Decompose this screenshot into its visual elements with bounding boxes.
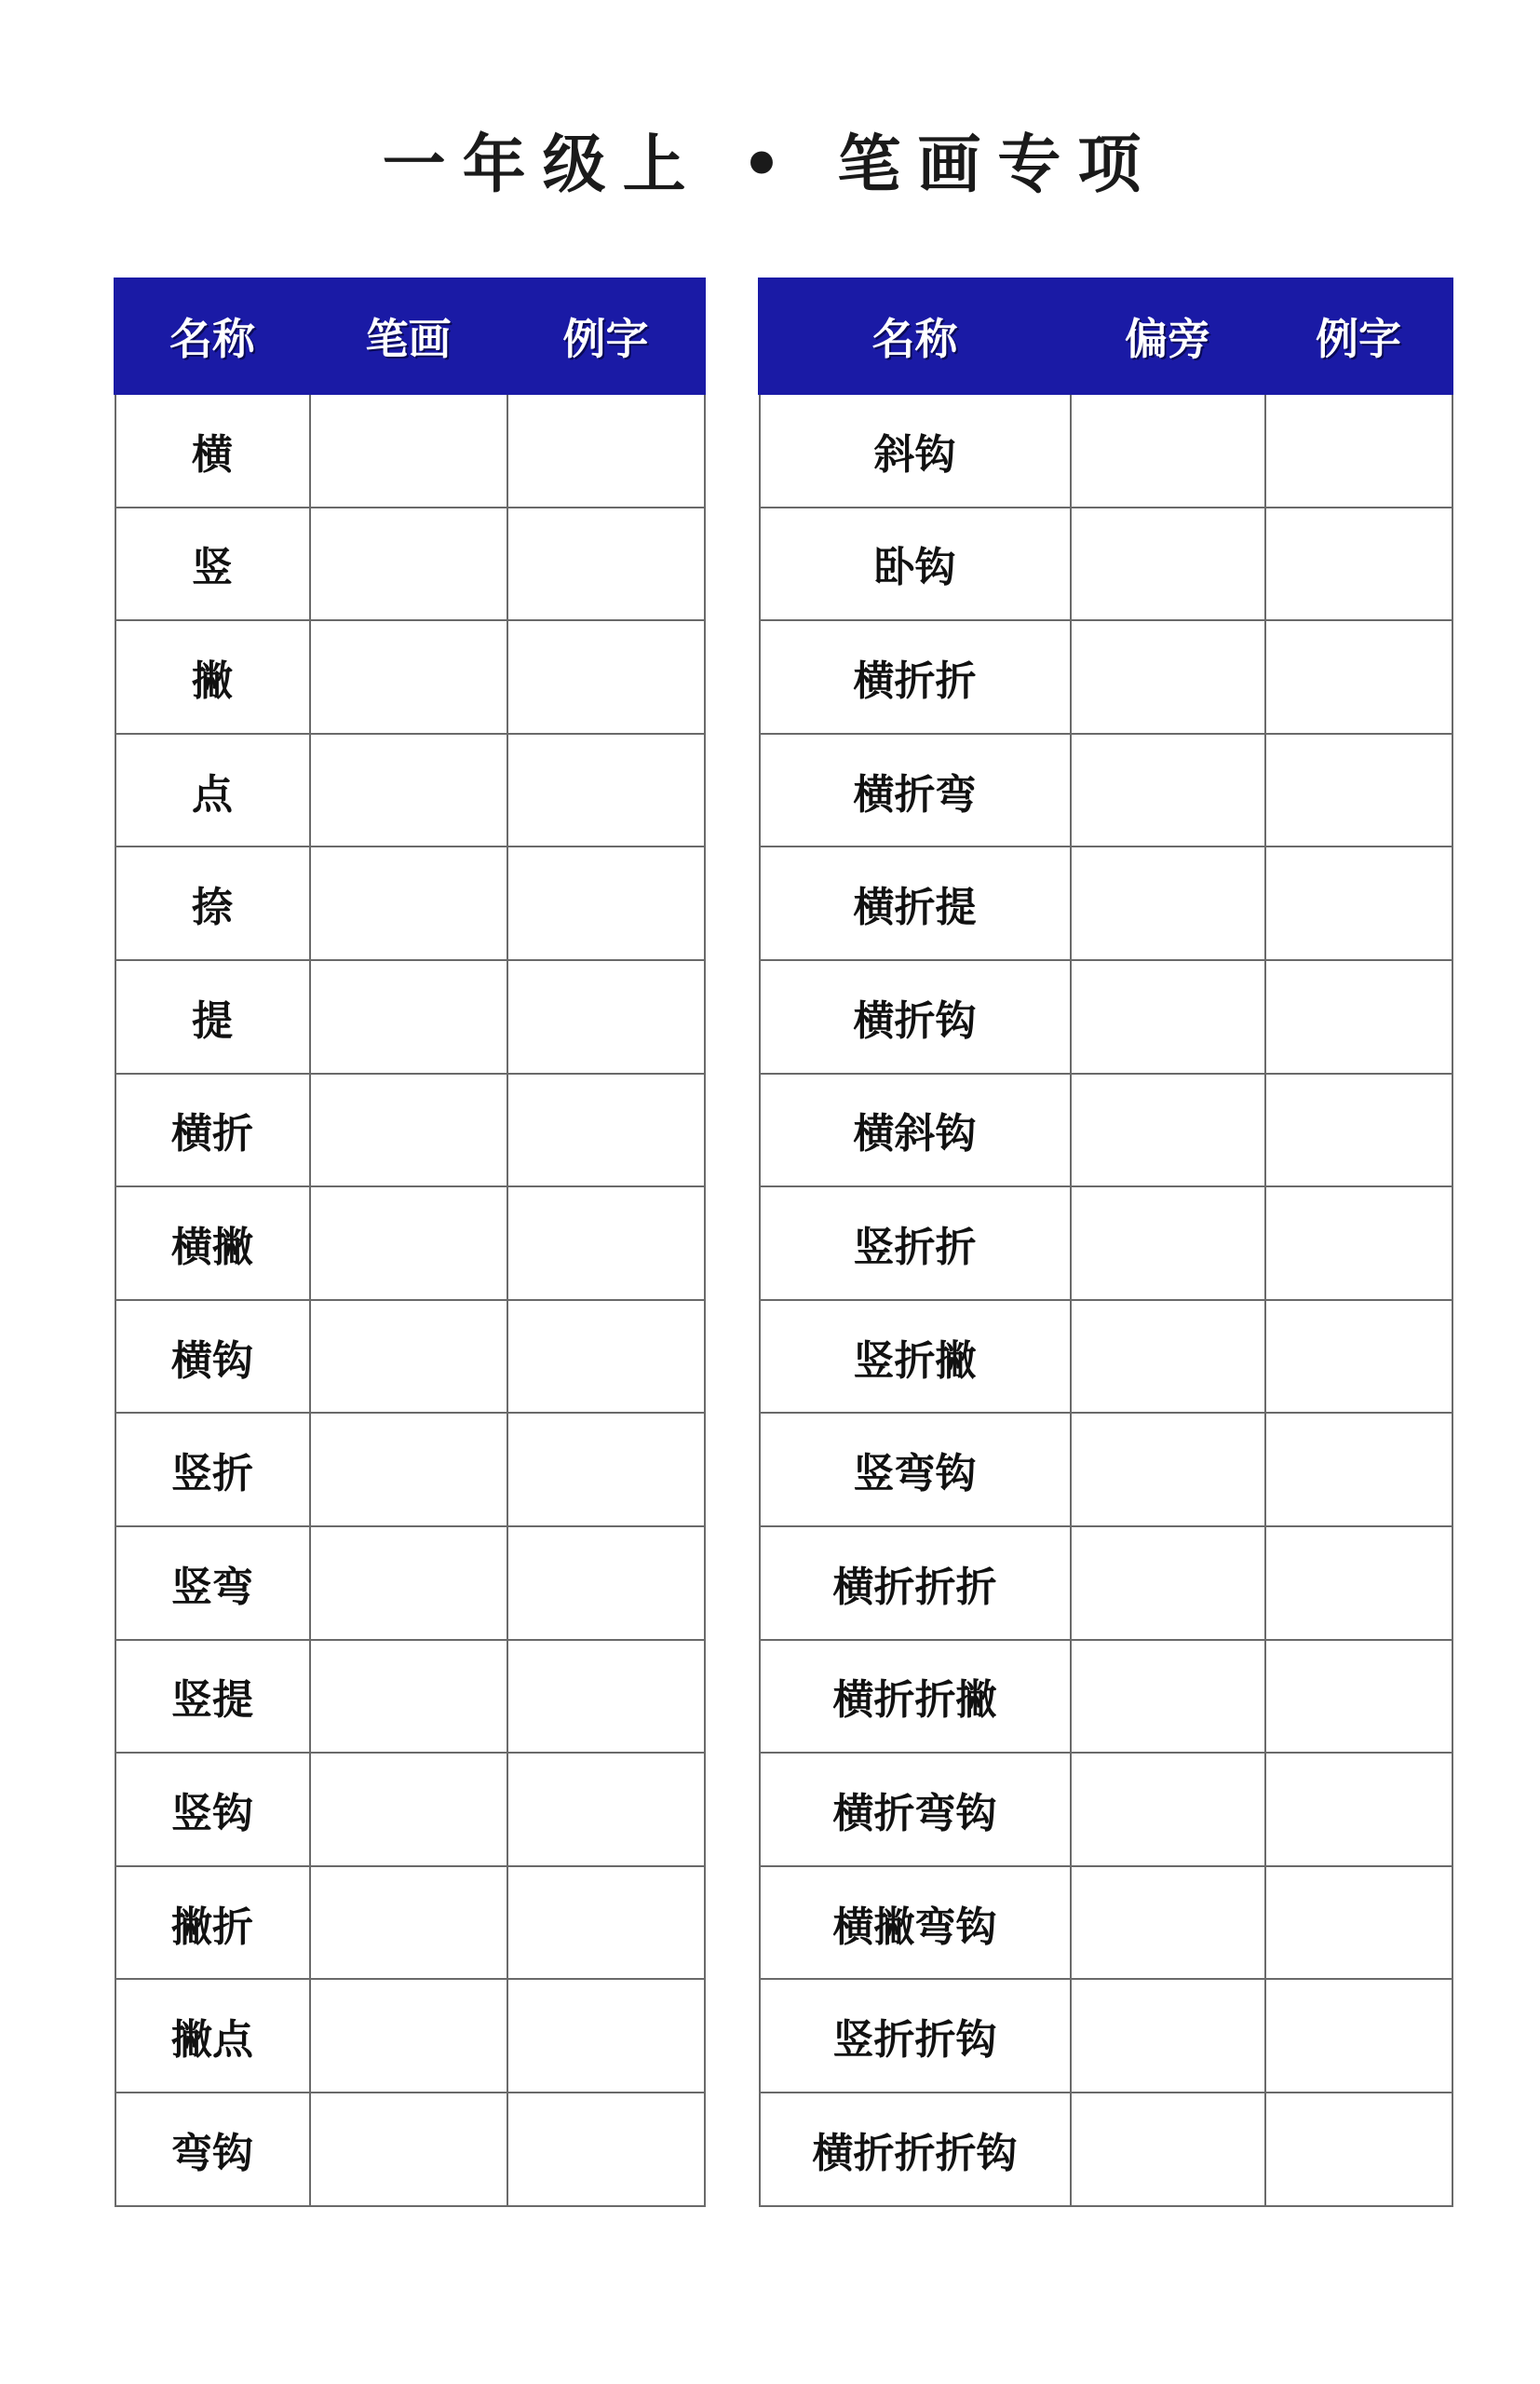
stroke-name-cell: 横 (115, 394, 310, 508)
blank-answer-cell[interactable] (310, 508, 507, 621)
blank-answer-cell[interactable] (310, 1979, 507, 2093)
table-row (760, 734, 1452, 847)
table-row (115, 1300, 705, 1414)
blank-example-cell[interactable] (507, 1979, 705, 2093)
stroke-name-cell: 竖折 (115, 1413, 310, 1526)
table-row (760, 1300, 1452, 1414)
blank-answer-cell[interactable] (310, 1074, 507, 1187)
table-row (115, 2093, 705, 2206)
stroke-name-cell: 提 (115, 960, 310, 1074)
blank-example-cell[interactable] (507, 2093, 705, 2206)
table-row (760, 1866, 1452, 1980)
blank-example-cell[interactable] (507, 960, 705, 1074)
stroke-name-cell: 竖折折 (760, 1186, 1071, 1300)
blank-answer-cell[interactable] (1071, 620, 1265, 734)
stroke-name-cell: 横斜钩 (760, 1074, 1071, 1187)
table-row (115, 1526, 705, 1640)
blank-example-cell[interactable] (1265, 394, 1452, 508)
blank-example-cell[interactable] (507, 1074, 705, 1187)
table-header-row (115, 279, 705, 394)
blank-answer-cell[interactable] (1071, 2093, 1265, 2206)
table-row (115, 1753, 705, 1866)
blank-example-cell[interactable] (1265, 1640, 1452, 1754)
blank-answer-cell[interactable] (1071, 1753, 1265, 1866)
table-row (115, 734, 705, 847)
table-row (760, 2093, 1452, 2206)
blank-example-cell[interactable] (507, 1413, 705, 1526)
stroke-name-cell: 横折弯钩 (760, 1753, 1071, 1866)
blank-answer-cell[interactable] (1071, 1074, 1265, 1187)
table-row (760, 1413, 1452, 1526)
blank-example-cell[interactable] (507, 1186, 705, 1300)
table-row (115, 1640, 705, 1754)
blank-example-cell[interactable] (1265, 1413, 1452, 1526)
stroke-name-cell: 竖提 (115, 1640, 310, 1754)
stroke-name-cell: 竖折撇 (760, 1300, 1071, 1414)
table-row (115, 1413, 705, 1526)
blank-answer-cell[interactable] (310, 1413, 507, 1526)
table-row (115, 847, 705, 960)
blank-example-cell[interactable] (507, 508, 705, 621)
stroke-name-cell: 竖弯钩 (760, 1413, 1071, 1526)
column-header-name: 名称 (115, 279, 310, 394)
blank-answer-cell[interactable] (1071, 1979, 1265, 2093)
blank-answer-cell[interactable] (1071, 1526, 1265, 1640)
blank-example-cell[interactable] (507, 734, 705, 847)
blank-answer-cell[interactable] (310, 847, 507, 960)
blank-answer-cell[interactable] (310, 620, 507, 734)
blank-example-cell[interactable] (1265, 1866, 1452, 1980)
blank-example-cell[interactable] (507, 1753, 705, 1866)
stroke-name-cell: 横折提 (760, 847, 1071, 960)
blank-example-cell[interactable] (507, 1526, 705, 1640)
table-row (115, 1979, 705, 2093)
blank-answer-cell[interactable] (1071, 847, 1265, 960)
table-row (760, 1186, 1452, 1300)
blank-answer-cell[interactable] (1071, 1186, 1265, 1300)
stroke-name-cell: 横折折折 (760, 1526, 1071, 1640)
table-row (115, 1866, 705, 1980)
blank-answer-cell[interactable] (310, 1526, 507, 1640)
blank-answer-cell[interactable] (310, 1866, 507, 1980)
blank-example-cell[interactable] (507, 1640, 705, 1754)
stroke-name-cell: 横折折折钩 (760, 2093, 1071, 2206)
column-header-example: 例字 (1265, 279, 1452, 394)
stroke-name-cell: 竖弯 (115, 1526, 310, 1640)
stroke-name-cell: 撇折 (115, 1866, 310, 1980)
blank-example-cell[interactable] (507, 1300, 705, 1414)
stroke-name-cell: 横撇 (115, 1186, 310, 1300)
stroke-name-cell: 竖 (115, 508, 310, 621)
table-row (115, 960, 705, 1074)
blank-answer-cell[interactable] (310, 1753, 507, 1866)
blank-answer-cell[interactable] (1071, 394, 1265, 508)
page-title: 一年级上 • 笔画专项 (382, 128, 1158, 202)
blank-answer-cell[interactable] (310, 1186, 507, 1300)
stroke-name-cell: 横折折 (760, 620, 1071, 734)
blank-answer-cell[interactable] (1071, 1866, 1265, 1980)
blank-answer-cell[interactable] (310, 1300, 507, 1414)
stroke-table-left (114, 278, 706, 2207)
column-header-name: 名称 (760, 279, 1071, 394)
blank-answer-cell[interactable] (1071, 508, 1265, 621)
stroke-name-cell: 横钩 (115, 1300, 310, 1414)
stroke-name-cell: 横折钩 (760, 960, 1071, 1074)
stroke-name-cell: 点 (115, 734, 310, 847)
table-row (760, 1753, 1452, 1866)
table-header-row (760, 279, 1452, 394)
table-row (115, 508, 705, 621)
stroke-name-cell: 弯钩 (115, 2093, 310, 2206)
stroke-name-cell: 捺 (115, 847, 310, 960)
table-row (760, 960, 1452, 1074)
stroke-name-cell: 卧钩 (760, 508, 1071, 621)
blank-answer-cell[interactable] (310, 960, 507, 1074)
blank-example-cell[interactable] (1265, 2093, 1452, 2206)
stroke-name-cell: 横折 (115, 1074, 310, 1187)
blank-example-cell[interactable] (1265, 1979, 1452, 2093)
blank-example-cell[interactable] (507, 847, 705, 960)
blank-example-cell[interactable] (1265, 1074, 1452, 1187)
stroke-name-cell: 斜钩 (760, 394, 1071, 508)
stroke-name-cell: 横折弯 (760, 734, 1071, 847)
blank-example-cell[interactable] (1265, 1753, 1452, 1866)
blank-example-cell[interactable] (1265, 508, 1452, 621)
column-header-stroke: 笔画 (310, 279, 507, 394)
column-header-example: 例字 (507, 279, 705, 394)
table-row (760, 1074, 1452, 1187)
table-row (115, 1186, 705, 1300)
table-row (760, 1526, 1452, 1640)
blank-example-cell[interactable] (507, 1866, 705, 1980)
blank-answer-cell[interactable] (310, 734, 507, 847)
stroke-name-cell: 横折折撇 (760, 1640, 1071, 1754)
stroke-name-cell: 竖钩 (115, 1753, 310, 1866)
blank-example-cell[interactable] (1265, 960, 1452, 1074)
blank-example-cell[interactable] (1265, 620, 1452, 734)
table-row (115, 394, 705, 508)
blank-example-cell[interactable] (1265, 1526, 1452, 1640)
table-row (760, 620, 1452, 734)
table-row (760, 847, 1452, 960)
column-header-radical: 偏旁 (1071, 279, 1265, 394)
stroke-name-cell: 撇点 (115, 1979, 310, 2093)
table-row (760, 394, 1452, 508)
table-body (115, 394, 705, 2206)
blank-answer-cell[interactable] (310, 2093, 507, 2206)
blank-example-cell[interactable] (1265, 734, 1452, 847)
blank-answer-cell[interactable] (310, 394, 507, 508)
table-row (760, 1979, 1452, 2093)
stroke-name-cell: 横撇弯钩 (760, 1866, 1071, 1980)
table-row (760, 508, 1452, 621)
blank-answer-cell[interactable] (1071, 734, 1265, 847)
blank-answer-cell[interactable] (1071, 1640, 1265, 1754)
stroke-name-cell: 竖折折钩 (760, 1979, 1071, 2093)
table-row (760, 1640, 1452, 1754)
blank-example-cell[interactable] (507, 620, 705, 734)
stroke-table-right (758, 278, 1453, 2207)
blank-example-cell[interactable] (507, 394, 705, 508)
table-row (115, 620, 705, 734)
blank-example-cell[interactable] (1265, 1300, 1452, 1414)
blank-example-cell[interactable] (1265, 847, 1452, 960)
blank-example-cell[interactable] (1265, 1186, 1452, 1300)
table-body (760, 394, 1452, 2206)
blank-answer-cell[interactable] (1071, 1413, 1265, 1526)
blank-answer-cell[interactable] (1071, 960, 1265, 1074)
stroke-name-cell: 撇 (115, 620, 310, 734)
blank-answer-cell[interactable] (1071, 1300, 1265, 1414)
table-row (115, 1074, 705, 1187)
blank-answer-cell[interactable] (310, 1640, 507, 1754)
